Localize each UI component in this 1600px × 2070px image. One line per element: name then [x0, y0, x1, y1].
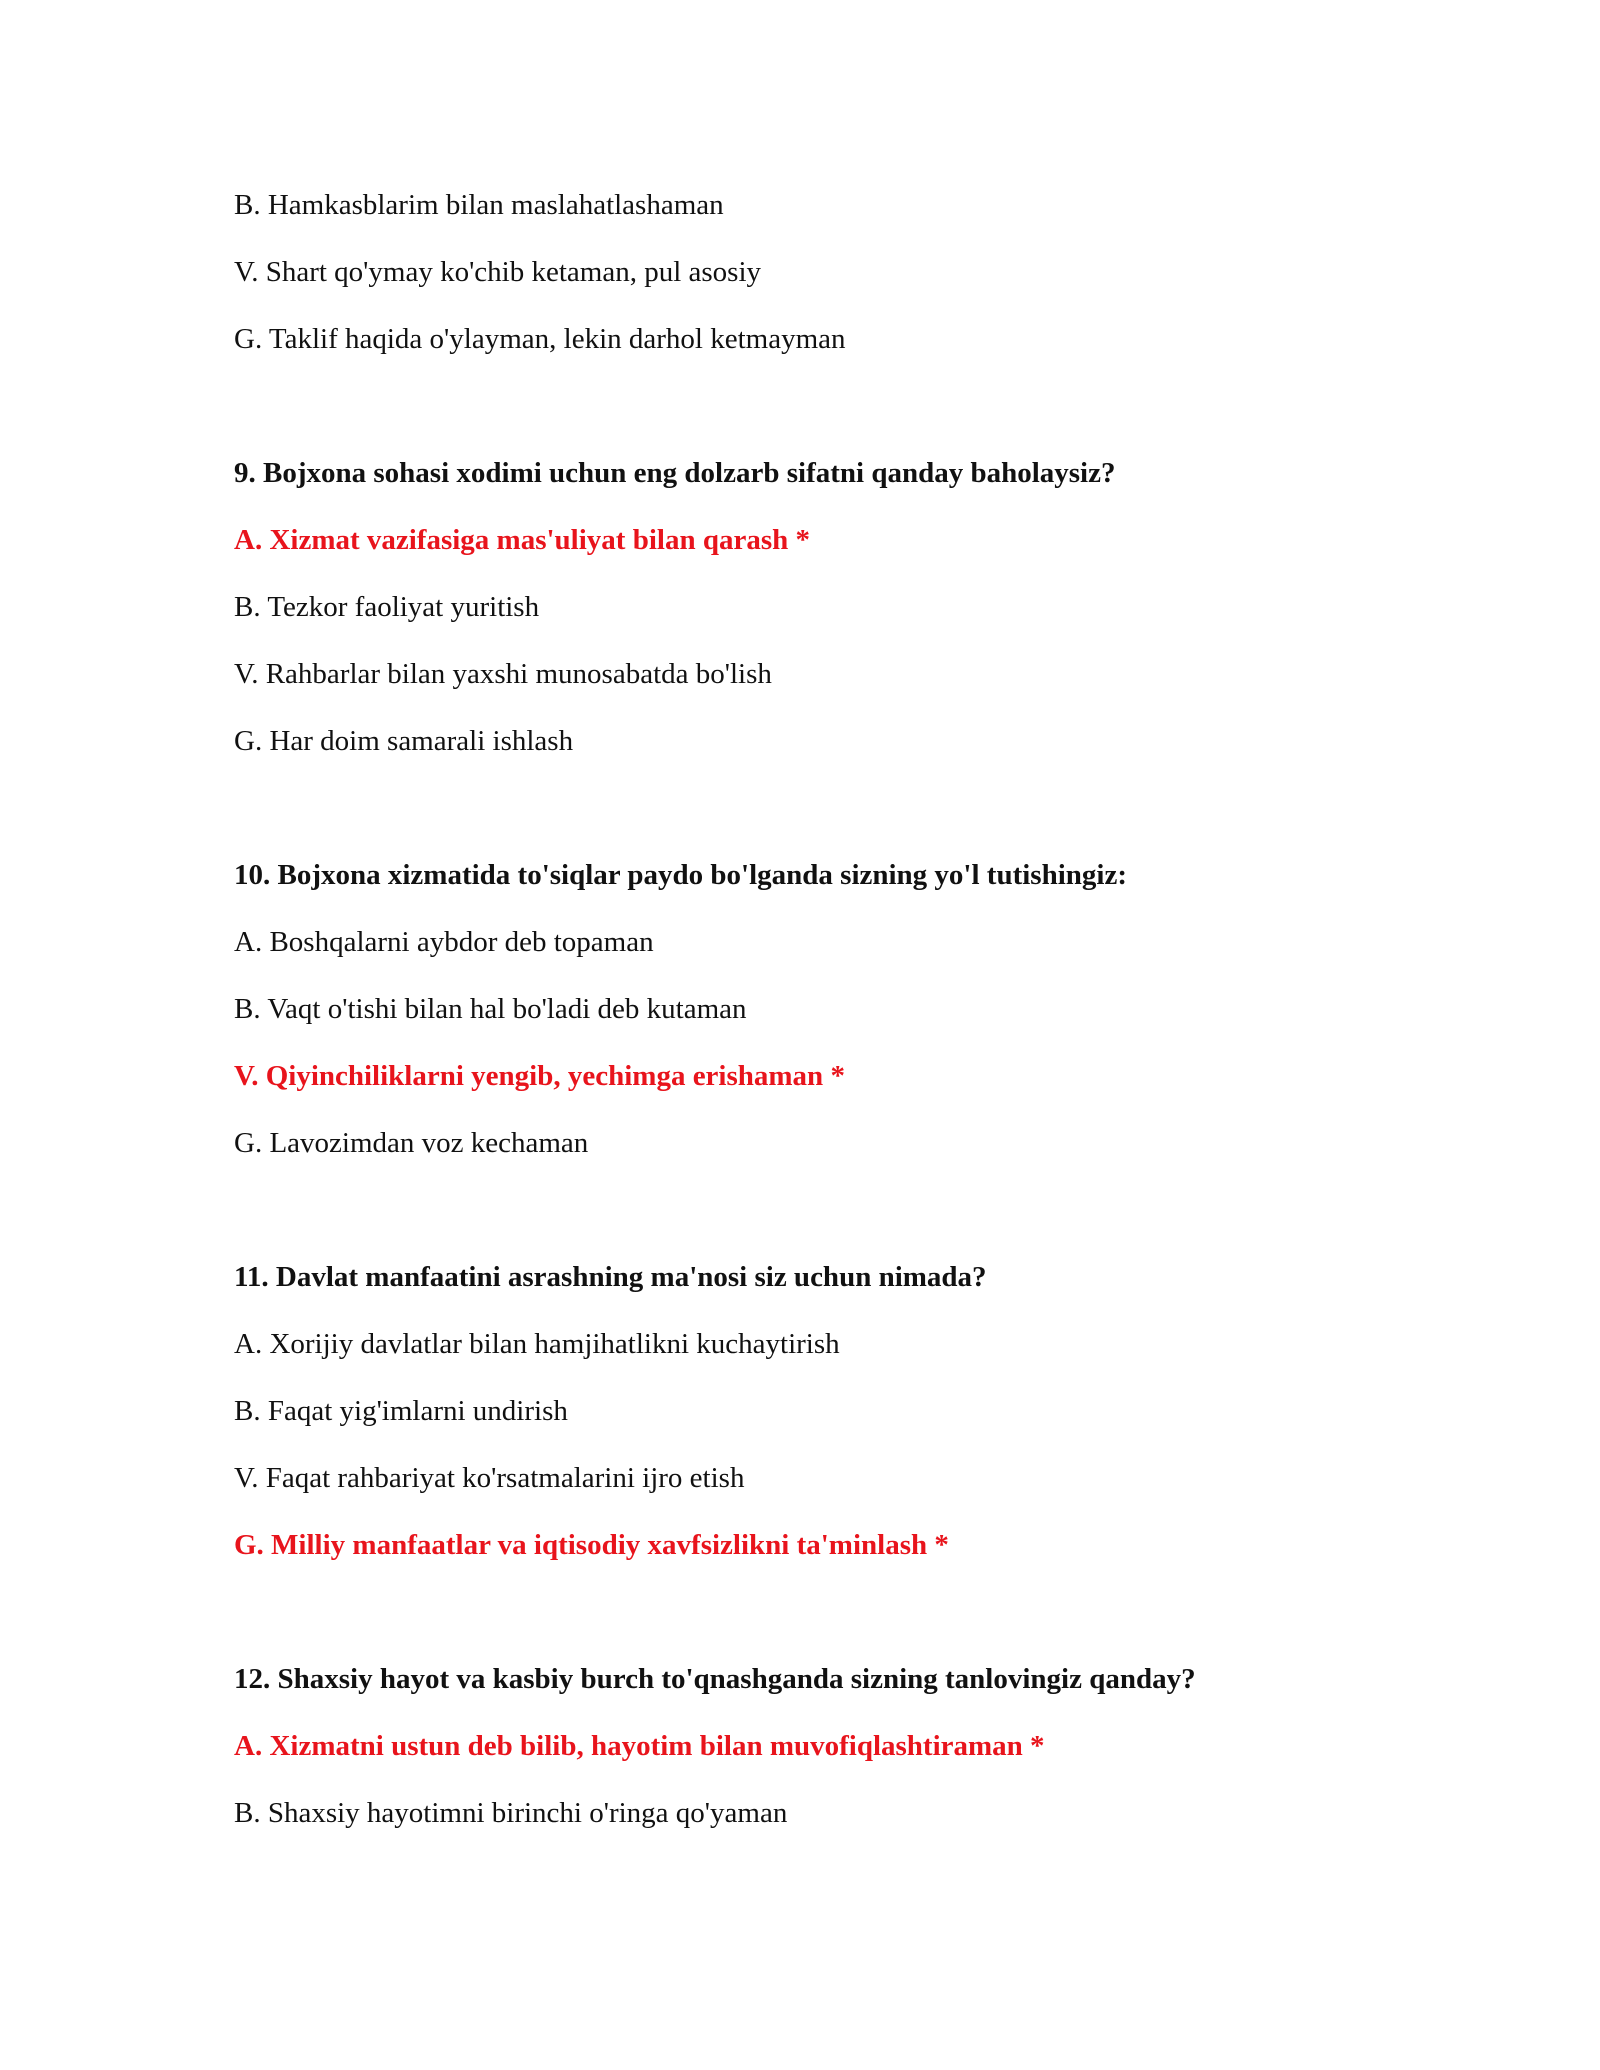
correct-answer-option: A. Xizmat vazifasiga mas'uliyat bilan qarash *: [234, 524, 810, 556]
answer-option: V. Faqat rahbariyat ko'rsatmalarini ijro etish: [234, 1462, 745, 1494]
correct-answer-option: V. Qiyinchiliklarni yengib, yechimga erishaman *: [234, 1060, 845, 1092]
answer-option: B. Hamkasblarim bilan maslahatlashaman: [234, 189, 724, 221]
question-title: 11. Davlat manfaatini asrashning ma'nosi siz uchun nimada?: [234, 1261, 987, 1293]
question-title: 12. Shaxsiy hayot va kasbiy burch to'qnashganda sizning tanlovingiz qanday?: [234, 1663, 1196, 1695]
question-title: 10. Bojxona xizmatida to'siqlar paydo bo'lganda sizning yo'l tutishingiz:: [234, 859, 1127, 891]
answer-option: G. Har doim samarali ishlash: [234, 725, 574, 757]
answer-option: B. Tezkor faoliyat yuritish: [234, 591, 540, 623]
answer-option: V. Shart qo'ymay ko'chib ketaman, pul asosiy: [234, 256, 762, 288]
answer-option: A. Xorijiy davlatlar bilan hamjihatlikni kuchaytirish: [234, 1328, 840, 1360]
answer-option: B. Vaqt o'tishi bilan hal bo'ladi deb kutaman: [234, 993, 747, 1025]
answer-option: V. Rahbarlar bilan yaxshi munosabatda bo'lish: [234, 658, 772, 690]
answer-option: B. Shaxsiy hayotimni birinchi o'ringa qo'yaman: [234, 1797, 788, 1829]
answer-option: G. Taklif haqida o'ylayman, lekin darhol ketmayman: [234, 323, 846, 355]
question-title: 9. Bojxona sohasi xodimi uchun eng dolzarb sifatni qanday baholaysiz?: [234, 457, 1116, 489]
answer-option: A. Boshqalarni aybdor deb topaman: [234, 926, 654, 958]
correct-answer-option: G. Milliy manfaatlar va iqtisodiy xavfsizlikni ta'minlash *: [234, 1529, 949, 1561]
answer-option: G. Lavozimdan voz kechaman: [234, 1127, 589, 1159]
correct-answer-option: A. Xizmatni ustun deb bilib, hayotim bilan muvofiqlashtiraman *: [234, 1730, 1045, 1762]
answer-option: B. Faqat yig'imlarni undirish: [234, 1395, 568, 1427]
